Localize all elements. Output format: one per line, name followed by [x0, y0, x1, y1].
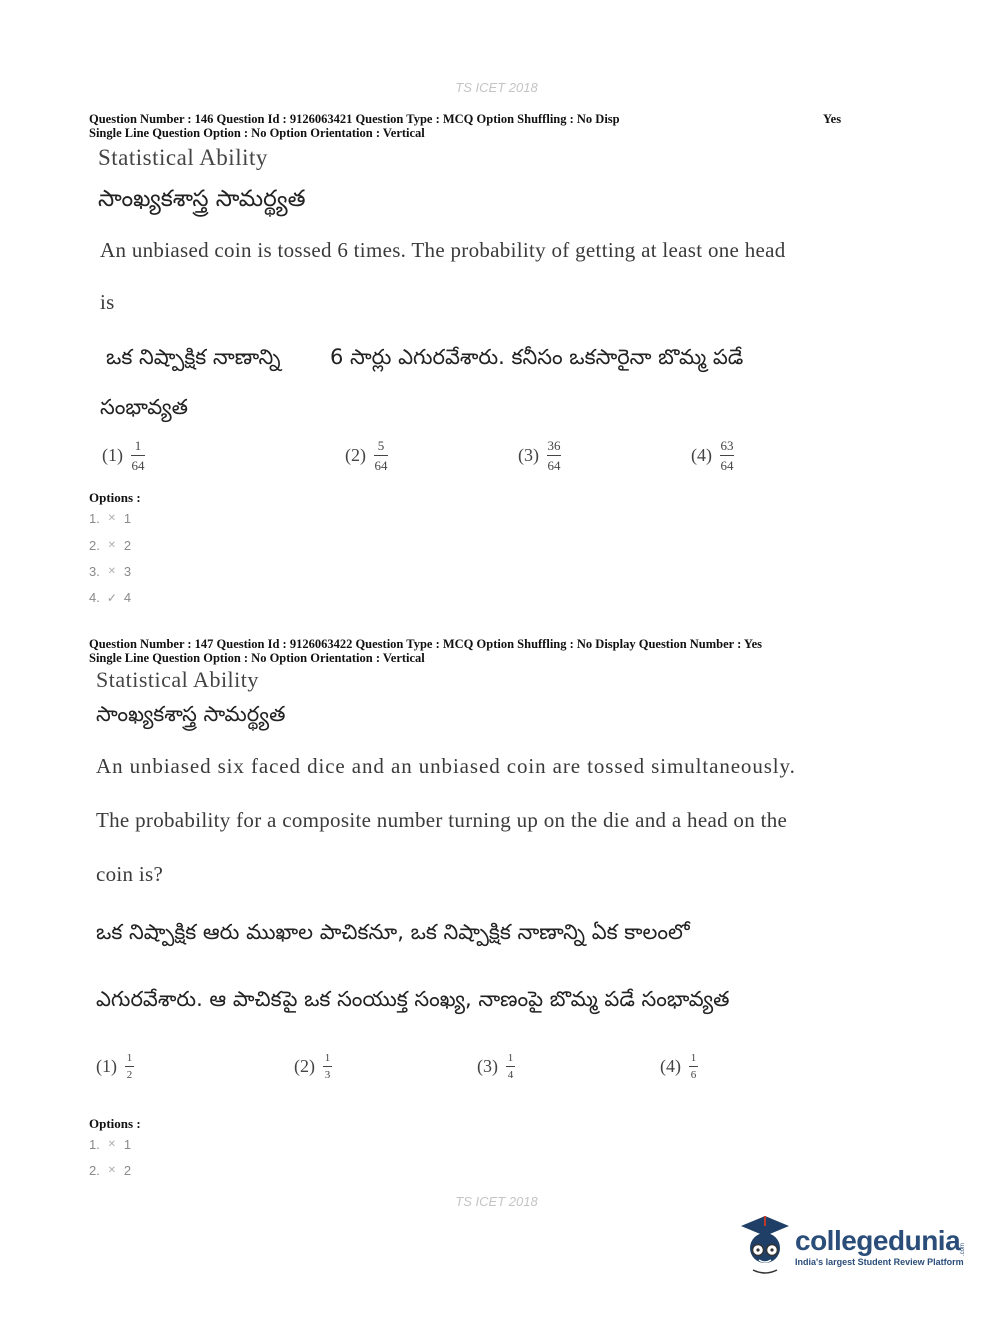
q147-telugu-line2: ఎగురవేశారు. ఆ పాచికపై ఒక సంయుక్త సంఖ్య, నాణంపై బొమ్మ పడే సంభావ్యత [96, 987, 730, 1011]
logo-suffix: .com [960, 1243, 967, 1257]
q146-meta-line1-tail: Yes [823, 112, 842, 126]
q146-option-3 [89, 564, 131, 579]
option-index: 2. [89, 538, 100, 553]
denominator: 2 [126, 1069, 133, 1081]
fraction [689, 1052, 698, 1081]
choice-number: (1) [102, 445, 123, 465]
q146-options-label: Options : [89, 490, 141, 505]
numerator: 1 [126, 1052, 133, 1064]
footer-watermark: TS ICET 2018 [455, 1194, 538, 1209]
option-value: 2 [123, 1163, 132, 1178]
q147-options-label: Options : [89, 1116, 141, 1131]
numerator: 1 [507, 1052, 514, 1064]
q146-question-line1: An unbiased coin is tossed 6 times. The probability of getting at least one head [100, 238, 786, 262]
q146-question-line2: is [100, 290, 115, 314]
q147-choice-1 [96, 1052, 134, 1081]
q146-choice-4 [691, 438, 734, 473]
checkmark-icon: ✓ [106, 590, 117, 605]
choice-number: (3) [477, 1056, 498, 1076]
q147-question-line2: The probability for a composite number turning up on the die and a head on the [96, 808, 788, 832]
student-mascot-icon [735, 1212, 793, 1279]
option-value: 3 [123, 564, 132, 579]
fraction-bar [720, 455, 734, 456]
logo-wordmark: collegedunia [795, 1224, 961, 1256]
option-index: 4. [89, 590, 100, 605]
q146-option-1 [89, 511, 131, 526]
q147-telugu-line1: ఒక నిష్పాక్షిక ఆరు ముఖాల పాచికనూ, ఒక నిష్పాక్షిక నాణాన్ని ఏక కాలంలో [96, 920, 690, 944]
header-watermark: TS ICET 2018 [455, 80, 538, 95]
q146-telugu-line1b: 6 సార్లు ఎగురవేశారు. కనీసం ఒకసారైనా బొమ్మ పడే [330, 345, 744, 369]
denominator: 4 [507, 1069, 514, 1081]
choice-number: (1) [96, 1056, 117, 1076]
numerator: 1 [134, 438, 142, 453]
q147-option-2 [89, 1163, 131, 1178]
cross-icon: ✕ [107, 566, 117, 577]
q146-telugu-line1a: ఒక నిష్పాక్షిక నాణాన్ని [106, 345, 281, 369]
choice-number: (4) [660, 1056, 681, 1076]
q147-choice-3 [477, 1052, 515, 1081]
cross-icon: ✕ [107, 540, 117, 551]
numerator: 5 [377, 438, 385, 453]
numerator: 63 [720, 438, 734, 453]
q147-meta-line1: Question Number : 147 Question Id : 9126063422 Question Type : MCQ Option Shuffling : No Display Question Number : Yes [89, 637, 762, 651]
q146-option-2 [89, 538, 131, 553]
q146-meta-line1: Question Number : 146 Question Id : 9126063421 Question Type : MCQ Option Shuffling : No Disp [89, 112, 620, 126]
q147-section-title-telugu: సాంఖ్యకశాస్త్ర సామర్థ్యత [96, 702, 286, 726]
denominator: 64 [131, 458, 145, 473]
q147-question-line3: coin is? [96, 862, 164, 886]
numerator: 1 [324, 1052, 331, 1064]
q146-meta-line2: Single Line Question Option : No Option Orientation : Vertical [89, 126, 425, 140]
logo-tagline: India's largest Student Review Platform [795, 1256, 964, 1267]
option-value: 2 [123, 538, 132, 553]
fraction [125, 1052, 134, 1081]
choice-number: (2) [294, 1056, 315, 1076]
option-index: 1. [89, 1137, 100, 1152]
q146-choice-1 [102, 438, 145, 473]
fraction [131, 438, 145, 473]
option-value: 4 [123, 590, 132, 605]
fraction [720, 438, 734, 473]
numerator: 1 [690, 1052, 697, 1064]
denominator: 6 [690, 1069, 697, 1081]
cross-icon: ✕ [107, 1139, 117, 1150]
fraction [547, 438, 561, 473]
q147-choice-2 [294, 1052, 332, 1081]
q147-section-title: Statistical Ability [96, 667, 259, 692]
q146-section-title-telugu: సాంఖ్యకశాస్త్ర సామర్థ్యత [98, 186, 306, 212]
option-value: 1 [123, 511, 132, 526]
choice-number: (3) [518, 445, 539, 465]
q147-option-1 [89, 1137, 131, 1152]
option-index: 3. [89, 564, 100, 579]
numerator: 36 [547, 438, 561, 453]
choice-number: (2) [345, 445, 366, 465]
fraction-bar [131, 455, 145, 456]
fraction [323, 1052, 332, 1081]
q146-choice-2 [345, 438, 388, 473]
denominator: 64 [374, 458, 388, 473]
collegedunia-logo[interactable] [735, 1212, 966, 1279]
option-index: 2. [89, 1163, 100, 1178]
fraction-bar [125, 1066, 134, 1067]
q146-telugu-line2: సంభావ్యత [100, 395, 188, 419]
option-index: 1. [89, 511, 100, 526]
denominator: 3 [324, 1069, 331, 1081]
fraction-bar [506, 1066, 515, 1067]
fraction-bar [374, 455, 388, 456]
fraction [374, 438, 388, 473]
fraction [506, 1052, 515, 1081]
fraction-bar [547, 455, 561, 456]
fraction-bar [689, 1066, 698, 1067]
q146-section-title: Statistical Ability [98, 145, 268, 170]
q147-meta-line2: Single Line Question Option : No Option Orientation : Vertical [89, 651, 425, 665]
option-value: 1 [123, 1137, 132, 1152]
cross-icon: ✕ [107, 1165, 117, 1176]
q147-question-line1: An unbiased six faced dice and an unbiased coin are tossed simultaneously. [96, 754, 796, 778]
denominator: 64 [720, 458, 734, 473]
q146-option-4 [89, 590, 131, 605]
fraction-bar [323, 1066, 332, 1067]
cross-icon: ✕ [107, 513, 117, 524]
q147-choice-4 [660, 1052, 698, 1081]
choice-number: (4) [691, 445, 712, 465]
denominator: 64 [547, 458, 561, 473]
q146-choice-3 [518, 438, 561, 473]
